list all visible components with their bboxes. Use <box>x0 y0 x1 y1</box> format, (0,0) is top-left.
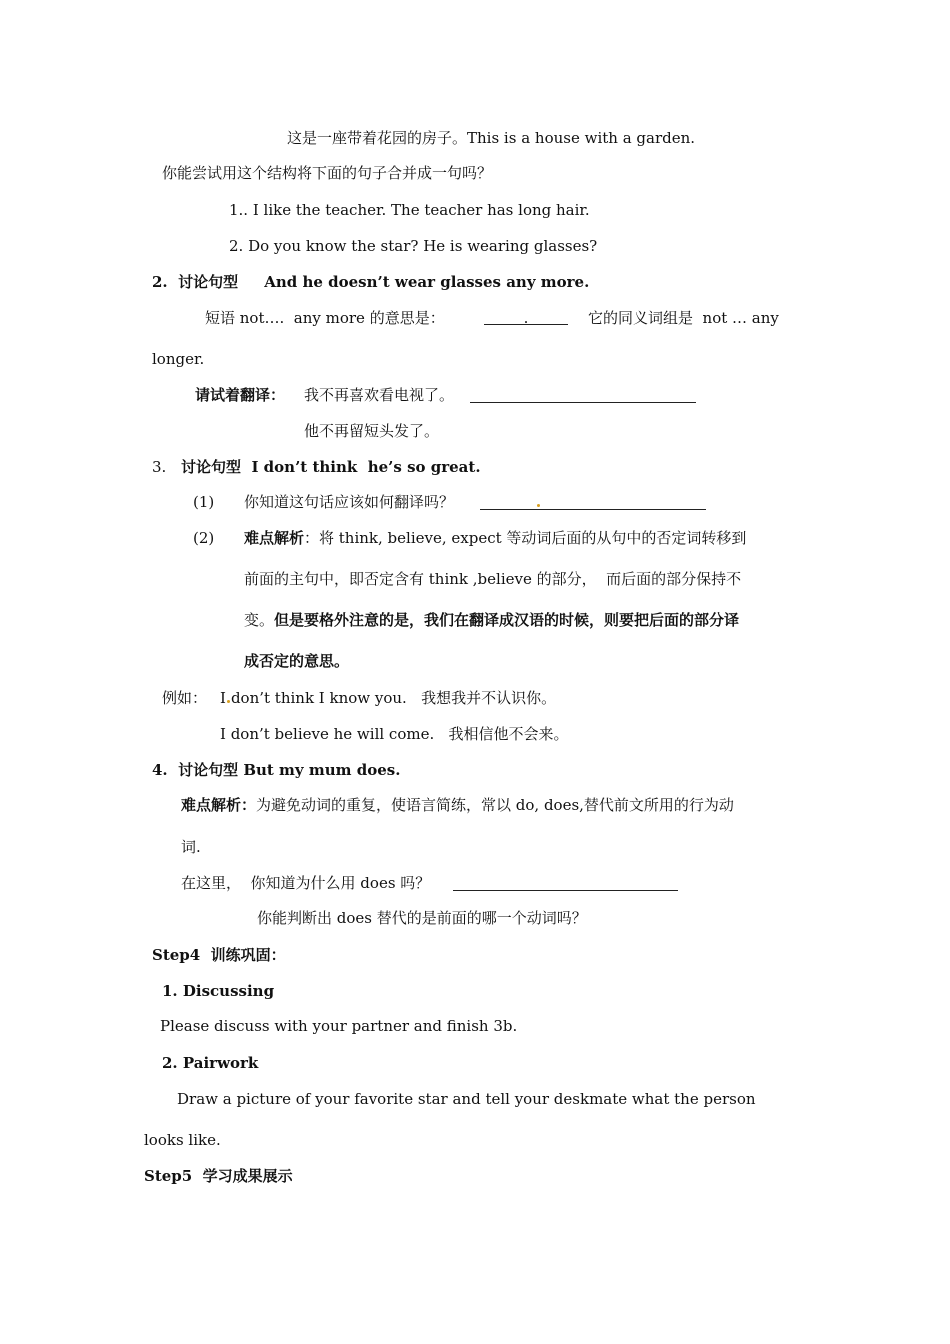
translate-sentence-1: 我不再喜欢看电视了。 <box>304 386 455 404</box>
synonym-question-end: longer. <box>152 350 205 368</box>
translate-answer-blank[interactable] <box>470 385 696 403</box>
example-label: 例如： <box>162 689 208 707</box>
phrase-answer-blank[interactable] <box>484 308 568 325</box>
step5-heading: Step5 学习成果展示 <box>144 1167 293 1185</box>
sub-item-2-number: (2) <box>193 529 215 547</box>
does-question-2: 你能判断出 does 替代的是前面的哪一个动词吗？ <box>257 909 587 927</box>
mark-dot-2 <box>227 700 230 703</box>
difficulty-text-3 <box>244 610 739 630</box>
difficulty-text-3a: 变。 <box>244 611 275 629</box>
example-1 <box>220 688 556 708</box>
section-2-heading: 2. 讨论句型 And he doesn’t wear glasses any more. <box>152 273 590 291</box>
section-4-analysis-text: 为避免动词的重复，使语言简练，常以 do, does,替代前文所用的行为动 <box>256 796 734 814</box>
pairwork-text-1: Draw a picture of your favorite star and tell your deskmate what the person <box>177 1090 756 1108</box>
exercise-item-2: 2. Do you know the star? He is wearing glasses? <box>229 237 598 255</box>
difficulty-note-bold-end: 成否定的意思。 <box>244 652 350 670</box>
discussing-text: Please discuss with your partner and finish 3b. <box>160 1017 518 1035</box>
example-1-i: I <box>220 689 226 707</box>
phrase-answer-dot: . <box>523 309 529 327</box>
section-4-analysis-label: 难点解析： <box>181 796 257 814</box>
step4-heading: Step4 训练巩固： <box>152 946 286 964</box>
mark-dot <box>537 504 540 507</box>
section-4-analysis-end: 词. <box>181 838 201 856</box>
example-1-rest: don’t think I know you. 我想我并不认识你。 <box>230 689 557 707</box>
section-4-heading: 4. 讨论句型 But my mum does. <box>152 761 401 779</box>
sub-item-1-number: (1) <box>193 493 215 511</box>
discussing-heading: 1. Discussing <box>162 982 275 1000</box>
section-3-number: 3. <box>152 458 167 476</box>
sub-item-1-question: 你知道这句话应该如何翻译吗？ <box>244 493 455 511</box>
section-4-analysis <box>181 795 734 815</box>
difficulty-text-2: 前面的主句中，即否定含有 think ,believe 的部分， 而后面的部分保持不 <box>244 570 742 588</box>
difficulty-text-1: ：将 think, believe, expect 等动词后面的从句中的否定词转移到 <box>304 529 747 547</box>
sub-item-1-answer-blank[interactable] <box>480 492 706 510</box>
does-question: 在这里， 你知道为什么用 does 吗？ <box>181 874 431 892</box>
does-answer-blank[interactable] <box>453 873 678 891</box>
pairwork-text-2: looks like. <box>144 1131 221 1149</box>
instruction-combine: 你能尝试用这个结构将下面的句子合并成一句吗？ <box>162 164 493 182</box>
phrase-question <box>205 308 445 328</box>
exercise-item-1: 1.. I like the teacher. The teacher has long hair. <box>229 201 590 219</box>
sub-item-2-text <box>244 528 746 548</box>
difficulty-note-bold: 但是要格外注意的是，我们在翻译成汉语的时候，则要把后面的部分译 <box>274 611 740 629</box>
example-sentence: 这是一座带着花园的房子。This is a house with a garden. <box>287 129 696 147</box>
phrase-question-text: 短语 not…. any more 的意思是： <box>205 309 445 327</box>
example-2: I don’t believe he will come. 我相信他不会来。 <box>220 725 569 743</box>
difficulty-label: 难点解析 <box>244 529 305 547</box>
section-3-heading: 讨论句型 I don’t think he’s so great. <box>181 458 481 476</box>
synonym-question: 它的同义词组是 not … any <box>588 309 779 327</box>
translate-sentence-2: 他不再留短头发了。 <box>304 422 440 440</box>
translate-label: 请试着翻译： <box>195 386 286 404</box>
pairwork-heading: 2. Pairwork <box>162 1054 259 1072</box>
